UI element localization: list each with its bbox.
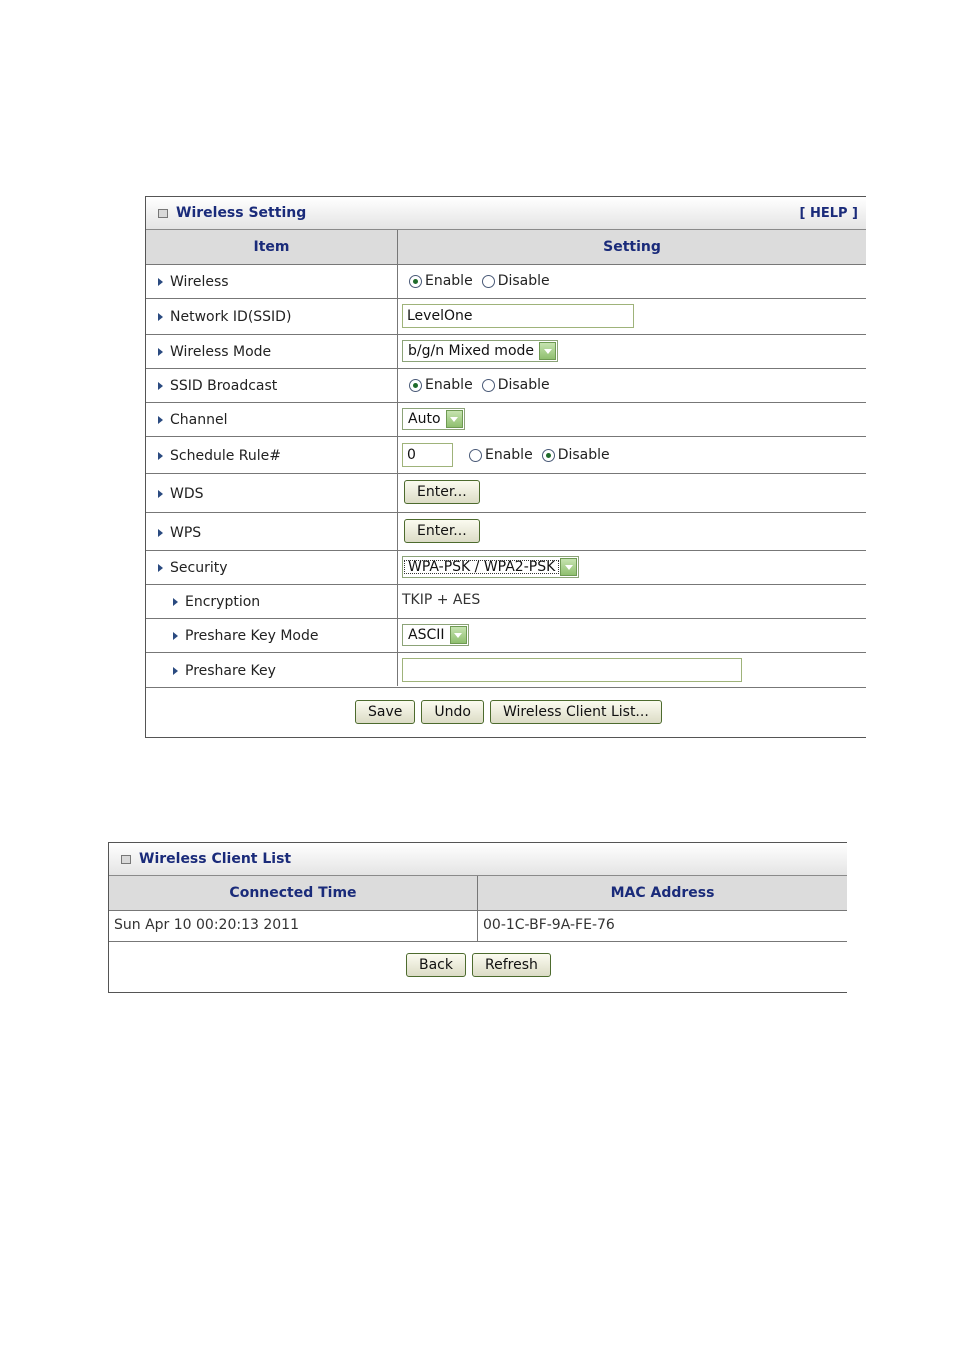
help-link[interactable]: [ HELP ]: [799, 206, 858, 221]
item-wds: [158, 486, 204, 502]
item-security: [158, 560, 228, 576]
radio-label: Enable: [485, 447, 533, 463]
arrow-icon: [158, 348, 163, 356]
schedule-disable-radio[interactable]: [542, 447, 610, 463]
key-mode-setting: [402, 624, 469, 646]
arrow-icon: [158, 490, 163, 498]
security-setting: [402, 556, 579, 578]
wireless-client-list-panel: [108, 842, 847, 993]
broadcast-disable-radio[interactable]: [482, 377, 550, 393]
radio-label: Disable: [497, 377, 550, 393]
refresh-button[interactable]: Refresh: [472, 953, 551, 977]
mac-address-cell: 00-1C-BF-9A-FE-76: [483, 917, 615, 933]
wds-setting: [404, 480, 480, 504]
panel-title: Wireless Client List: [139, 851, 292, 867]
item-preshare-key-mode: [173, 628, 319, 644]
arrow-icon: [158, 313, 163, 321]
wps-setting: [404, 519, 480, 543]
preshare-key-setting: [402, 658, 742, 682]
row-security: [146, 550, 866, 584]
panel-bullet-icon: [121, 855, 131, 864]
ssid-setting: [402, 304, 634, 328]
row-preshare-key-mode: [146, 618, 866, 652]
wds-enter-button[interactable]: Enter...: [404, 480, 480, 504]
item-label: Network ID(SSID): [170, 309, 292, 325]
radio-label: Enable: [425, 377, 473, 393]
row-wireless: [146, 264, 866, 298]
item-label: Schedule Rule#: [170, 448, 281, 464]
panel-title: Wireless Setting: [176, 205, 307, 221]
panel-titlebar: [109, 843, 847, 876]
table-row: [109, 910, 847, 941]
broadcast-enable-radio[interactable]: [409, 377, 473, 393]
radio-selected-icon: [409, 275, 422, 288]
arrow-icon: [173, 667, 178, 675]
chevron-down-icon: [450, 626, 467, 644]
wireless-client-list-button[interactable]: Wireless Client List...: [490, 700, 662, 724]
item-ssid-broadcast: [158, 378, 277, 394]
radio-selected-icon: [409, 379, 422, 392]
item-preshare-key: [173, 663, 276, 679]
ssid-input[interactable]: [402, 304, 634, 328]
schedule-setting: [402, 443, 619, 467]
back-button[interactable]: Back: [406, 953, 466, 977]
arrow-icon: [158, 416, 163, 424]
radio-selected-icon: [542, 449, 555, 462]
panel-bullet-icon: [158, 209, 168, 218]
item-wps: [158, 525, 201, 541]
channel-select[interactable]: [402, 408, 465, 430]
button-group: [355, 700, 662, 724]
radio-empty-icon: [469, 449, 482, 462]
wireless-radio-group: [409, 273, 559, 289]
item-label: Security: [170, 560, 228, 576]
wireless-mode-select[interactable]: [402, 340, 558, 362]
schedule-enable-radio[interactable]: [469, 447, 533, 463]
undo-button[interactable]: Undo: [421, 700, 484, 724]
security-select[interactable]: [402, 556, 579, 578]
button-row: [109, 941, 847, 992]
item-label: WPS: [170, 525, 202, 541]
item-label: Wireless: [170, 274, 229, 290]
wps-enter-button[interactable]: Enter...: [404, 519, 480, 543]
column-header-connected-time: Connected Time: [109, 876, 477, 911]
item-ssid: [158, 309, 291, 325]
radio-label: Disable: [497, 273, 550, 289]
row-wds: [146, 473, 866, 512]
row-ssid: [146, 298, 866, 334]
row-wps: [146, 512, 866, 550]
arrow-icon: [158, 382, 163, 390]
select-value: b/g/n Mixed mode: [408, 343, 535, 359]
chevron-down-icon: [539, 342, 556, 360]
button-group: [406, 953, 551, 977]
chevron-down-icon: [560, 558, 577, 576]
preshare-key-mode-select[interactable]: [402, 624, 469, 646]
arrow-icon: [158, 452, 163, 460]
item-label: Channel: [170, 412, 228, 428]
broadcast-radio-group: [409, 377, 559, 393]
wireless-setting-panel: [145, 196, 866, 738]
row-encryption: [146, 584, 866, 618]
row-ssid-broadcast: [146, 368, 866, 402]
preshare-key-input[interactable]: [402, 658, 742, 682]
button-row: [146, 687, 866, 737]
arrow-icon: [173, 598, 178, 606]
channel-setting: [402, 408, 465, 430]
connected-time-cell: Sun Apr 10 00:20:13 2011: [114, 917, 299, 933]
item-label: Preshare Key: [185, 663, 276, 679]
row-wireless-mode: [146, 334, 866, 368]
radio-label: Disable: [557, 447, 610, 463]
arrow-icon: [158, 564, 163, 572]
chevron-down-icon: [446, 410, 463, 428]
wireless-disable-radio[interactable]: [482, 273, 550, 289]
save-button[interactable]: Save: [355, 700, 415, 724]
mode-setting: [402, 340, 558, 362]
row-preshare-key: [146, 652, 866, 687]
item-channel: [158, 412, 227, 428]
select-value: ASCII: [408, 627, 445, 643]
encryption-value: TKIP + AES: [402, 592, 481, 608]
item-wireless-mode: [158, 344, 271, 360]
item-wireless: [158, 274, 229, 290]
arrow-icon: [173, 632, 178, 640]
column-header-mac-address: MAC Address: [478, 876, 847, 911]
select-value: WPA-PSK / WPA2-PSK: [403, 559, 560, 575]
item-label: Encryption: [185, 594, 261, 610]
item-encryption: [173, 594, 260, 610]
row-channel: [146, 402, 866, 436]
item-label: WDS: [170, 486, 204, 502]
radio-empty-icon: [482, 379, 495, 392]
panel-titlebar: [146, 197, 866, 230]
item-label: Wireless Mode: [170, 344, 272, 360]
item-label: SSID Broadcast: [170, 378, 278, 394]
item-schedule-rule: [158, 448, 281, 464]
radio-label: Enable: [425, 273, 473, 289]
column-header-item: Item: [146, 230, 397, 265]
arrow-icon: [158, 529, 163, 537]
row-schedule-rule: [146, 436, 866, 473]
radio-empty-icon: [482, 275, 495, 288]
item-label: Preshare Key Mode: [185, 628, 319, 644]
schedule-rule-input[interactable]: [402, 443, 453, 467]
arrow-icon: [158, 278, 163, 286]
select-value: Auto: [408, 411, 441, 427]
wireless-enable-radio[interactable]: [409, 273, 473, 289]
column-header-setting: Setting: [398, 230, 866, 265]
